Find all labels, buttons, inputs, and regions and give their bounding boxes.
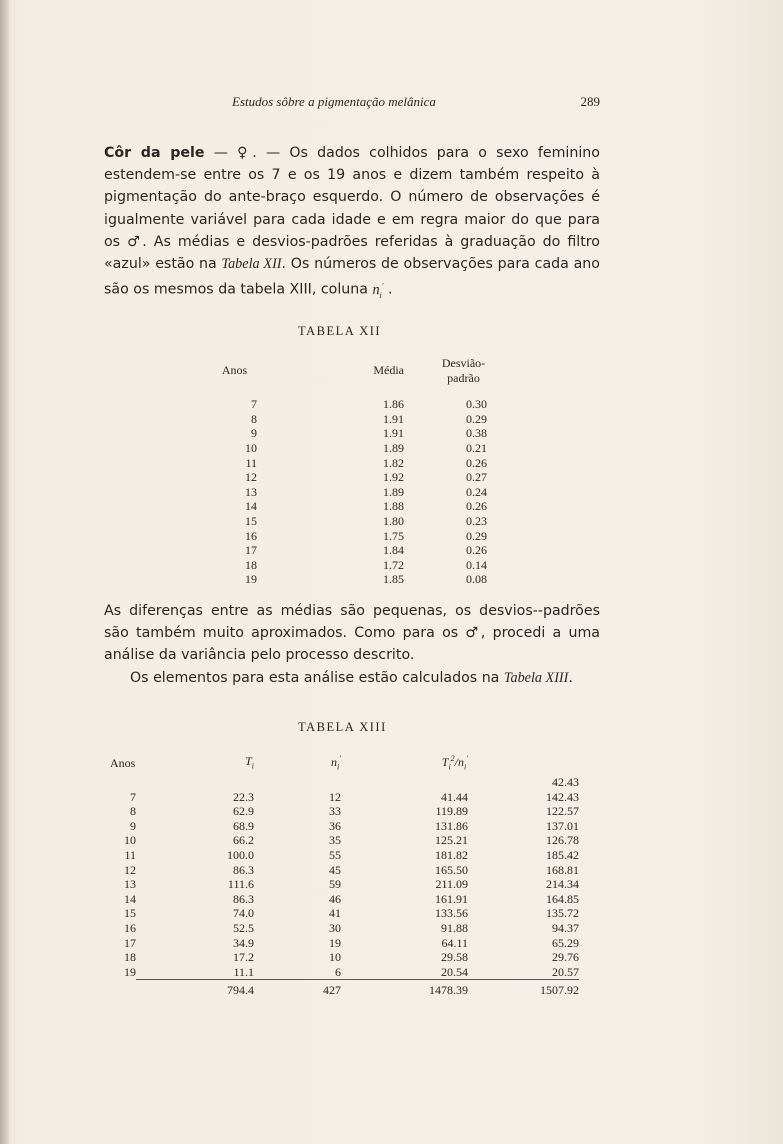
table-cell: 41.44 [441, 789, 468, 804]
column-symbol: $n_i'$ [372, 281, 384, 300]
table-cell: 19 [245, 572, 257, 587]
table-row [110, 819, 579, 834]
table-cell: 0.29 [466, 411, 487, 426]
table-cell: 86.3 [233, 891, 254, 906]
table-cell: 41 [329, 906, 341, 921]
table-cell: 0.26 [466, 543, 487, 558]
paragraph2-text-d: . [568, 669, 573, 686]
table-cell: 0.26 [466, 499, 487, 514]
table-cell: 1.88 [383, 499, 404, 514]
running-title: Estudos sôbre a pigmentação melânica [232, 94, 436, 109]
table-cell: 17.2 [233, 950, 254, 965]
table-cell: 34.9 [233, 935, 254, 950]
table-cell: 35 [329, 833, 341, 848]
table-cell: 8 [251, 411, 257, 426]
table-cell: 1.72 [383, 557, 404, 572]
table-cell: 65.29 [552, 935, 579, 950]
table-cell: 0.08 [466, 572, 487, 587]
table-cell: 165.50 [435, 862, 468, 877]
table-cell: 18 [124, 950, 136, 965]
table-cell: 1.75 [383, 528, 404, 543]
table-cell: 14 [124, 891, 136, 906]
heading-separator: — [204, 145, 238, 161]
table-cell: 214.34 [546, 877, 579, 892]
table-cell: 100.0 [227, 847, 254, 862]
table-cell: 1.86 [383, 397, 404, 412]
table-row [212, 514, 501, 529]
table-xiii [110, 752, 579, 998]
table-cell: 0.29 [466, 528, 487, 543]
table-ref-xii: Tabela XII [221, 256, 282, 273]
table-row [110, 804, 579, 819]
table-row [110, 921, 579, 936]
table-cell: 13 [245, 484, 257, 499]
table-row [110, 950, 579, 965]
table-cell: 135.72 [546, 906, 579, 921]
table-cell: 17 [245, 543, 257, 558]
table-row [212, 529, 501, 544]
table-cell: 94.37 [552, 920, 579, 935]
table-row [212, 441, 501, 456]
table-cell: 20.54 [441, 964, 468, 979]
paragraph1-text-b: . As médias e desvios-padrões referidas à graduação do filtro «azul» estão na [104, 233, 600, 273]
table-cell: 42.43 [552, 774, 579, 789]
table-cell: 16 [124, 920, 136, 935]
table-row [110, 965, 579, 980]
table-cell: 29.76 [552, 950, 579, 965]
table-row [110, 790, 579, 805]
table-cell: 0.23 [466, 513, 487, 528]
table-row [110, 863, 579, 878]
male-symbol: ♂ [127, 233, 143, 250]
table-cell: 1.82 [383, 455, 404, 470]
paragraph1-text-a: . — Os dados colhidos para o sexo feminino estendem-se entre os 7 e os 19 anos e dizem também respeito à pigmentação do ante-braço esquerdo. O número de observações é igualmente variável para cada idade e em regra maior do que para os [104, 145, 600, 250]
table-cell: 211.09 [435, 877, 468, 892]
table-xii-header-row [212, 356, 501, 397]
table-cell: 181.82 [435, 847, 468, 862]
table-totals-row [110, 980, 579, 998]
table-row [110, 833, 579, 848]
col-header-anos: Anos [221, 363, 248, 378]
paragraph2-text-c: Os elementos para esta análise estão calculados na [130, 669, 504, 686]
table-total-cell: 1507.92 [468, 980, 579, 998]
page-edge-shadow [0, 0, 9, 1144]
table-cell: 0.38 [466, 426, 487, 441]
paragraph2-text-b: , procedi a uma análise da variância pelo processo descrito. [104, 625, 600, 664]
table-cell: 29.58 [441, 950, 468, 965]
table-cell: 133.56 [435, 906, 468, 921]
table-cell: 161.91 [435, 891, 468, 906]
table-xiii-title: TABELA XIII [298, 720, 387, 734]
table-cell: 1.91 [383, 426, 404, 441]
table-xii-title: TABELA XII [298, 324, 382, 338]
table-cell: 0.26 [466, 455, 487, 470]
table-cell: 20.57 [552, 964, 579, 979]
table-row [212, 499, 501, 514]
male-symbol-2: ♂ [465, 625, 481, 642]
table-cell: 8 [130, 804, 136, 819]
table-row [110, 906, 579, 921]
table-total-cell: 427 [254, 980, 341, 998]
page-number: 289 [580, 94, 600, 109]
table-row [212, 543, 501, 558]
col-header-anos: Anos [110, 756, 136, 771]
table-cell: 91.88 [441, 920, 468, 935]
table-cell: 45 [329, 862, 341, 877]
table-cell: 66.2 [233, 833, 254, 848]
running-header [104, 94, 600, 114]
table-cell: 1.89 [383, 440, 404, 455]
table-cell: 11 [124, 847, 136, 862]
col-header-t2-over-n: $T_i^2/n_i'$ [441, 754, 468, 772]
table-cell: 0.21 [466, 440, 487, 455]
table-cell: 52.5 [233, 920, 254, 935]
table-cell: 74.0 [233, 906, 254, 921]
table-cell: 6 [335, 964, 341, 979]
table-cell: 1.92 [383, 470, 404, 485]
table-cell: 1.84 [383, 543, 404, 558]
table-cell: 0.30 [466, 397, 487, 412]
table-cell: 9 [130, 818, 136, 833]
table-row [110, 936, 579, 951]
table-cell: 68.9 [233, 818, 254, 833]
table-cell: 22.3 [233, 789, 254, 804]
table-row [212, 397, 501, 412]
table-total-cell: 794.4 [136, 980, 254, 998]
table-cell: 64.11 [441, 935, 468, 950]
col-header-desvio: Desvião-padrão [441, 356, 486, 385]
table-cell: 142.43 [546, 789, 579, 804]
table-cell: 10 [329, 950, 341, 965]
table-xiii-header-row [110, 752, 579, 775]
table-cell: 86.3 [233, 862, 254, 877]
table-cell: 126.78 [546, 833, 579, 848]
table-cell: 1.91 [383, 411, 404, 426]
col-header-t: $T_i$ [245, 753, 254, 770]
table-cell: 15 [245, 513, 257, 528]
table-cell: 33 [329, 804, 341, 819]
table-cell: 19 [329, 935, 341, 950]
col-header-n: $n_i'$ [331, 754, 341, 772]
table-cell: 111.6 [227, 877, 254, 892]
table-cell: 14 [245, 499, 257, 514]
table-cell: 30 [329, 920, 341, 935]
table-cell: 122.57 [546, 804, 579, 819]
table-cell: 7 [251, 397, 257, 412]
table-cell: 59 [329, 877, 341, 892]
table-cell: 12 [329, 789, 341, 804]
paragraph-skin-color [104, 142, 600, 307]
table-cell: 1.85 [383, 572, 404, 587]
table-cell: 46 [329, 891, 341, 906]
table-cell: 185.42 [546, 847, 579, 862]
table-xii [212, 356, 501, 587]
table-cell: 55 [329, 847, 341, 862]
table-row [212, 412, 501, 427]
table-cell: 131.86 [435, 818, 468, 833]
table-cell: 168.81 [546, 862, 579, 877]
table-cell: 36 [329, 818, 341, 833]
table-cell: 164.85 [546, 891, 579, 906]
paragraph2-text-a: As diferenças entre as médias são pequenas, os desvios--padrões são também muito aproximados. Como para os [104, 603, 600, 642]
table-row [212, 485, 501, 500]
table-cell: 0.24 [466, 484, 487, 499]
table-cell: 19 [124, 964, 136, 979]
table-cell: 12 [245, 470, 257, 485]
table-cell: 125.21 [435, 833, 468, 848]
col-header-blank [468, 752, 579, 775]
table-row [212, 456, 501, 471]
table-row [212, 558, 501, 573]
table-cell: 11.1 [233, 964, 254, 979]
table-cell: 1.80 [383, 513, 404, 528]
table-row [212, 426, 501, 441]
table-cell: 17 [124, 935, 136, 950]
table-cell: 119.89 [435, 804, 468, 819]
section-heading: Côr da pele [104, 145, 205, 161]
table-cell: 1.89 [383, 484, 404, 499]
table-cell: 11 [245, 455, 257, 470]
table-total-cell: 1478.39 [341, 980, 468, 998]
table-cell: 9 [251, 426, 257, 441]
table-cell: 7 [130, 789, 136, 804]
table-cell: 10 [245, 440, 257, 455]
paragraph-differences [104, 600, 600, 689]
table-cell: 18 [245, 557, 257, 572]
table-row-pre [110, 775, 579, 790]
table-row [110, 877, 579, 892]
table-cell: 15 [124, 906, 136, 921]
col-header-media: Média [373, 363, 404, 378]
table-cell: 10 [124, 833, 136, 848]
table-cell: 0.14 [466, 557, 487, 572]
paragraph1-text-d: . [383, 281, 393, 298]
table-cell: 16 [245, 528, 257, 543]
table-row [110, 892, 579, 907]
female-symbol: ♀ [237, 145, 253, 161]
table-cell: 0.27 [466, 470, 487, 485]
table-ref-xiii: Tabela XIII [503, 669, 569, 686]
table-cell: 12 [124, 862, 136, 877]
paragraph1-text-c: . Os números de observações para cada ano são os mesmos da tabela XIII, coluna [104, 256, 600, 298]
table-cell: 13 [124, 877, 136, 892]
table-cell: 137.01 [546, 818, 579, 833]
table-row [212, 572, 501, 587]
table-row [212, 470, 501, 485]
table-cell: 62.9 [233, 804, 254, 819]
table-row [110, 848, 579, 863]
